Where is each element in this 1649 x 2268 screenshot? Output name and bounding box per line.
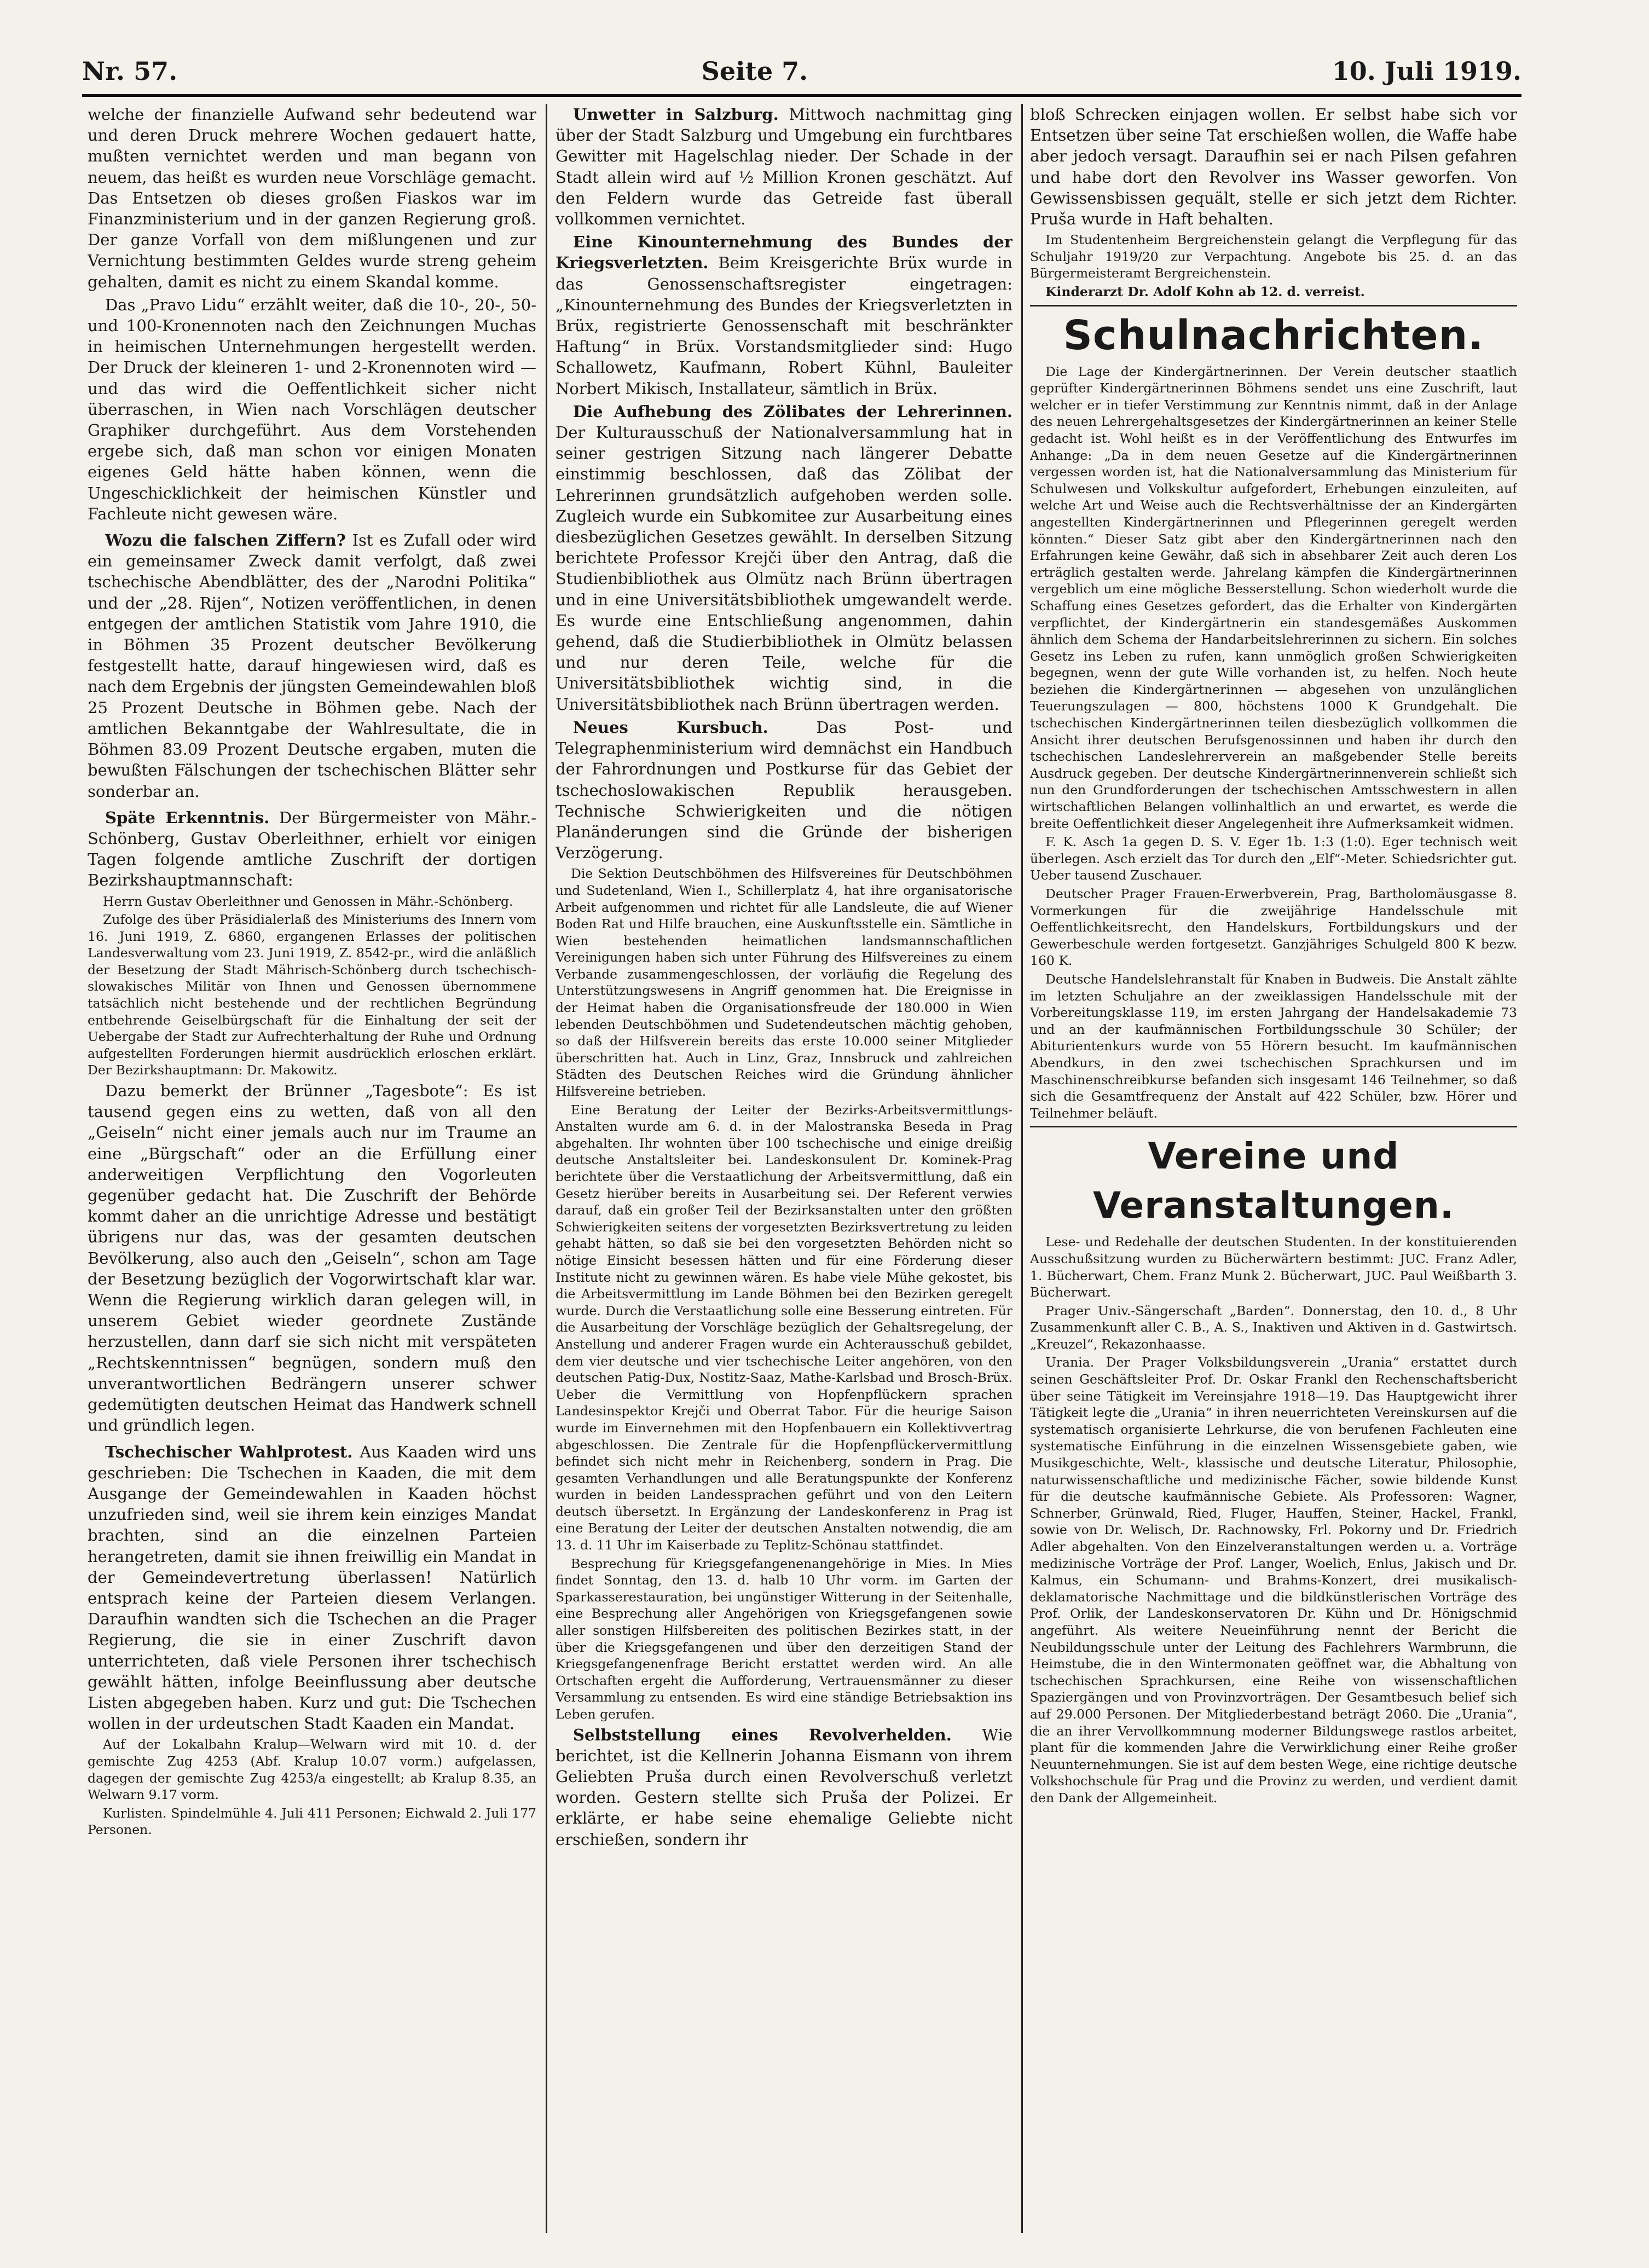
issue-date: 10. Juli 1919. — [1332, 56, 1521, 86]
notice-text: Besprechung für Kriegsgefangenenangehörige in Mies. In Mies findet Sonntag, den 13. d. halb 10 Uhr vorm. im Garten der Sparkasserestauration, bei ungünstiger Witterung in der Seitenhalle, eine Besprechung aller Angehörigen von Kriegsgefangenen sowie aller sonstigen Hilfsbereiten des politischen Bezirkes statt, in der über die Kriegsgefangenen und über den derzeitigen Stand der Kriegsgefangenenfrage Bericht erstattet werden wird. An alle Ortschaften ergeht die Aufforderung, Vertrauensmänner zu dieser Versammlung zu entsenden. Es wird eine ständige Betriebsaktion ins Leben gerufen. — [556, 1555, 1012, 1722]
issue-number: Nr. 57. — [82, 56, 178, 86]
notice-text: Kinderarzt Dr. Adolf Kohn ab 12. d. verreist. — [1045, 284, 1365, 299]
article-text: Mittwoch nachmittag ging über der Stadt Salzburg und Umgebung ein furchtbares Gewitter mit Hagelschlag nieder. Der Schade in der Stadt allein wird auf ½ Million Kronen geschätzt. Auf den Feldern wurde das Getreide fast überall vollkommen vernichtet. — [556, 105, 1012, 229]
article-heading: Die Aufhebung des Zölibates der Lehrerinnen. — [573, 402, 1012, 421]
page-number: Seite 7. — [701, 56, 808, 86]
notice-text: Im Studentenheim Bergreichenstein gelangt die Verpflegung für das Schuljahr 1919/20 zur Verpachtung. Angebote bis 25. d. an das Bürgermeisteramt Bergreichenstein. — [1030, 232, 1517, 281]
article-text: Beim Kreisgerichte Brüx wurde in das Genossenschaftsregister eingetragen: „Kinounternehmung des Bundes der Kriegsverletzten in Brüx, registrierte Genossenschaft mit beschränkter Haftung“ in Brüx. Vorstandsmitglieder sind: Hugo Schallowetz, Kaufmann, Robert Kühnl, Bauleiter Norbert Mikisch, Installateur, sämtlich in Brüx. — [556, 253, 1012, 398]
section-rule — [1030, 305, 1517, 306]
article-text: Der Kulturausschuß der Nationalversammlung hat in seiner gestrigen Sitzung nach längerer Debatte einstimmig beschlossen, daß das Zölibat der Lehrerinnen grundsätzlich aufgehoben werden solle. Zugleich wurde ein Subkomitee zur Ausarbeitung eines diesbezüglichen Gesetzes gewählt. In derselben Sitzung berichtete Professor Krejči über den Antrag, daß die Studienbibliothek aus Olmütz nach Brünn übertragen und in eine Universitätsbibliothek umgewandelt werde. Es wurde eine Entschließung angenommen, dahin gehend, daß die Studierbibliothek in Olmütz belassen und nur deren Teile, welche für die Universitätsbibliothek wichtig sind, in die Universitätsbibliothek nach Brünn übertragen werden. — [556, 423, 1012, 714]
quoted-letter-address: Herrn Gustav Oberleithner und Genossen in Mähr.-Schönberg. — [103, 893, 513, 909]
section-heading-clubs-events: Vereine und Veranstaltungen. — [1093, 1135, 1454, 1227]
column-1 — [88, 104, 536, 2238]
column-divider-2 — [1021, 104, 1023, 2233]
article-text: Das Post- und Telegraphenministerium wird demnächst ein Handbuch der Fahrordnungen und Postkurse für das Gebiet der tschechoslowakischen Republik herausgeben. Technische Schwierigkeiten und die nötigen Planänderungen sind die Gründe der bisherigen Verzögerung. — [556, 718, 1012, 863]
section-rule — [1030, 1126, 1517, 1127]
article-text: Der Bürgermeister von Mähr.-Schönberg, Gustav Oberleithner, erhielt vor einigen Tagen folgende amtliche Zuschrift der dortigen Bezirkshauptmannschaft: — [88, 808, 536, 890]
article-heading: Wozu die falschen Ziffern? — [105, 531, 346, 550]
column-2 — [556, 104, 1012, 2238]
section-heading-school-news: Schulnachrichten. — [1063, 311, 1484, 359]
article-text: Dazu bemerkt der Brünner „Tagesbote“: Es ist tausend gegen eins zu wetten, daß von all den „Geiseln“ nicht einer jemals auch nur im Traume an eine „Bürgschaft“ oder an die Erfüllung einer anderweitigen Verpflichtung den Vogorleuten gegenüber gedacht hat. Die Zuschrift der Behörde kommt daher an die unrichtige Adresse und bestätigt übrigens nur das, was der gesamten deutschen Bevölkerung, also auch den „Geiseln“, schon am Tage der Besetzung bezüglich der Vogorwirtschaft klar war. Wenn die Regierung wirklich daran gelegen will, in unserem Gebiet wieder geordnete Zustände herzustellen, dann darf sie sich nicht mit verspäteten „Rechtskenntnissen“ begnügen, sondern muß den unverantwortlichen Bedrängern unserer schwer gedemütigten deutschen Heimat das Handwerk schnell und gründlich legen. — [88, 1081, 536, 1435]
article-heading: Eine Kinounternehmung des Bundes der Kriegsverletzten. — [556, 233, 1012, 273]
article-text: Wie berichtet, ist die Kellnerin Johanna Eismann von ihrem Geliebten Pruša durch einen Revolverschuß verletzt worden. Gestern stellte sich Pruša der Polizei. Er erklärte, er habe seine ehemalige Geliebte nicht erschießen, sondern ihr — [556, 1725, 1012, 1849]
notice-text: Kurlisten. Spindelmühle 4. Juli 411 Personen; Eichwald 2. Juli 177 Personen. — [88, 1805, 536, 1838]
article-text: bloß Schrecken einjagen wollen. Er selbst habe sich vor Entsetzen über seine Tat erschießen wollen, die Waffe habe aber jedoch versagt. Daraufhin sei er nach Pilsen gefahren und habe dort den Revolver ins Wasser geworfen. Von Gewissensbissen gequält, stelle er sich jetzt dem Richter. Pruša wurde in Haft behalten. — [1030, 105, 1517, 229]
article-text: Das „Pravo Lidu“ erzählt weiter, daß die 10-, 20-, 50- und 100-Kronennoten nach den Zeichnungen Muchas in heimischen Unternehmungen hergestellt werden. Der Druck der kleineren 1- und 2-Kronennoten wird — und das wird die Oeffentlichkeit sicher nicht überraschen, in Wien nach Vorschlägen deutscher Graphiker durchgeführt. Aus dem Vorstehenden ergebe sich, daß man schon vor einigen Monaten eigenes Geld hätte haben können, wenn die Ungeschicklichkeit der heimischen Künstler und Fachleute nicht gewesen wäre. — [88, 295, 536, 523]
article-text: welche der finanzielle Aufwand sehr bedeutend war und deren Druck mehrere Wochen gedauert hatte, mußten vernichtet werden und man begann von neuem, das heißt es wurden neue Vorschläge gemacht. Das Entsetzen ob dieses großen Fiaskos war im Finanzministerium und in der ganzen Regierung groß. Der ganze Vorfall von dem mißlungenen und zur Vernichtung bestimmten Geldes wurde streng geheim gehalten, damit es nicht zu einem Skandal komme. — [88, 105, 536, 291]
header-rule — [82, 94, 1521, 97]
notice-text: Deutscher Prager Frauen-Erwerbverein, Prag, Bartholomäusgasse 8. Vormerkungen für die zweijährige Handelsschule mit Oeffentlichkeitsrecht, den Handelskurs, Fortbildungskurs und der Gewerbeschule werden fortgesetzt. Ganzjähriges Schulgeld 800 K bezw. 160 K. — [1030, 886, 1517, 969]
article-heading: Unwetter in Salzburg. — [573, 105, 779, 124]
notice-text: Lese- und Redehalle der deutschen Studenten. In der konstituierenden Ausschußsitzung wurden zu Bücherwärtern bestimmt: JUC. Franz Adler, 1. Bücherwart, Chem. Franz Munk 2. Bücherwart, JUC. Paul Weißbarth 3. Bücherwart. — [1030, 1234, 1517, 1300]
page-header — [82, 49, 1521, 93]
notice-text: F. K. Asch 1a gegen D. S. V. Eger 1b. 1:3 (1:0). Eger technisch weit überlegen. Asch erzielt das Tor durch den „Elf“-Meter. Schiedsrichter gut. Ueber tausend Zuschauer. — [1030, 834, 1517, 883]
column-divider-1 — [546, 104, 547, 2233]
notice-text: Die Lage der Kindergärtnerinnen. Der Verein deutscher staatlich geprüfter Kindergärtnerinnen Böhmens sendet uns eine Zuschrift, laut welcher er in tiefer Verstimmung zur Kenntnis nimmt, daß in der Anlage des neuen Lehrergehaltsgesetzes der Kindergärtnerinnen an keiner Stelle gedacht ist. Wohl heißt es in der Veröffentlichung des Entwurfes im Anhange: „Da in dem neuen Gesetze auf die Kindergärtnerinnen vergessen worden ist, hat die Nationalversammlung das Ministerium für Schulwesen und Volkskultur aufgefordert, Erhebungen einzuleiten, auf welche Art und Weise auch die Rechtsverhältnisse der an Kindergärten angestellten Kindergärtnerinnen und Pflegerinnen geregelt werden könnten.“ Dieser Satz gibt aber den Kindergärtnerinnen nach den Erfahrungen keine Gewähr, daß sich in absehbarer Zeit auch deren Los erträglich gestalten werde. Jahrelang kämpfen die Kindergärtnerinnen vergeblich um eine mögliche Besserstellung. Schon wiederholt wurde die Schaffung eines Gesetzes gefordert, das die Erhalter von Kindergärten verpflichtet, der Kindergärtnerin ein standesgemäßes Auskommen ähnlich dem Schema der Handarbeitslehrerinnen zu sichern. Ein solches Gesetz ins Leben zu rufen, kann unmöglich großen Schwierigkeiten begegnen, wenn der gute Wille vorhanden ist, zu helfen. Noch heute beziehen die Kindergärtnerinnen — abgesehen von unzulänglichen Teuerungszulagen — 800, höchstens 1000 K Grundgehalt. Die tschechischen Kindergärtnerinnen teilen diesbezüglich vollkommen die Ansicht ihrer deutschen Berufsgenossinnen und haben ihr durch den tschechischen Landeslehrerverein an maßgebender Stelle bereits Ausdruck gegeben. Der deutsche Kindergärtnerinnenverein schließt sich nun den Grundforderungen der tschechischen Amtsschwestern in allen wirtschaftlichen Belangen vollinhaltlich an und erwartet, es werde die breite Oeffentlichkeit dieser Angelegenheit ihre Aufmerksamkeit widmen. — [1030, 363, 1517, 831]
notice-text: Deutsche Handelslehranstalt für Knaben in Budweis. Die Anstalt zählte im letzten Schuljahre an der zweiklassigen Handelsschule mit der Vorbereitungsklasse 119, im ersten Jahrgang der Handelsakademie 73 und an der kaufmännischen Fortbildungsschule 30 Schüler; der Abiturientenkurs wurde von 55 Hörern besucht. Im kaufmännischen Abendkurs, in den zwei tschechischen Sprachkursen und im Maschinenschreibkurse befanden sich insgesamt 146 Teilnehmer, so daß sich die Gesamtfrequenz der Anstalt auf 422 Schüler, bzw. Hörer und Teilnehmer beläuft. — [1030, 971, 1517, 1121]
notice-text: Auf der Lokalbahn Kralup—Welwarn wird mit 10. d. der gemischte Zug 4253 (Abf. Kralup 10.07 vorm.) aufgelassen, dagegen der gemischte Zug 4253/a eingestellt; ab Kralup 8.35, an Welwarn 9.17 vorm. — [88, 1737, 536, 1803]
quoted-letter-body: Zufolge des über Präsidialerlaß des Ministeriums des Innern vom 16. Juni 1919, Z. 6860, ergangenen Erlasses der politischen Landesverwaltung vom 23. Juni 1919, Z. 8542-pr., wird die anläßlich der Besetzung der Stadt Mährisch-Schönberg durch tschechisch-slowakisches Militär von Ihnen und Genossen übernommene tatsächlich nicht bestehende und der rechtlichen Begründung entbehrende Geiselbürgschaft für die Einhaltung der seit der Uebergabe der Stadt zur Aufrechterhaltung der Ruhe und Ordnung aufgestellten Forderungen hiermit ausdrücklich erloschen erklärt. Der Bezirkshauptmann: Dr. Makowitz. — [88, 912, 536, 1078]
article-heading: Selbststellung eines Revolverhelden. — [573, 1725, 952, 1744]
article-text: Ist es Zufall oder wird ein gemeinsamer Zweck damit verfolgt, daß zwei tschechische Abendblätter, des der „Narodni Politika“ und der „28. Rijen“, Notizen veröffentlichen, in denen entgegen der amtlichen Statistik vom Jahre 1910, die in Böhmen 35 Prozent deutscher Bevölkerung festgestellt hatte, darauf hingewiesen wird, daß es nach dem Ergebnis der jüngsten Gemeindewahlen bloß 25 Prozent Deutsche in Böhmen gebe. Nach der amtlichen Bekanntgabe der Wahlresultate, die in Böhmen 83.09 Prozent Deutsche ergaben, muten die bewußten Fälschungen der tschechischen Blätter sehr sonderbar an. — [88, 531, 536, 801]
column-3 — [1030, 104, 1517, 2238]
article-heading: Späte Erkenntnis. — [105, 808, 270, 827]
article-text: Aus Kaaden wird uns geschrieben: Die Tschechen in Kaaden, die mit dem Ausgange der Gemeindewahlen in Kaaden höchst unzufrieden sind, weil sie ihrem kein einziges Mandat brachten, sind an die einzelnen Parteien herangetreten, damit sie ihnen freiwillig ein Mandat in der Gemeindevertretung überlassen! Natürlich entsprach keine der Parteien diesem Verlangen. Daraufhin wandten sich die Tschechen an die Prager Regierung, die sie in einer Zuschrift davon unterrichteten, daß viele Personen ihrer tschechisch gewählt hätten, infolge Beeinflussung aber deutsche Listen abgegeben haben. Kurz und gut: Die Tschechen wollen in der urdeutschen Stadt Kaaden ein Mandat. — [88, 1442, 536, 1733]
notice-text: Prager Univ.-Sängerschaft „Barden“. Donnerstag, den 10. d., 8 Uhr Zusammenkunft aller C. B., A. S., Inaktiven und Aktiven in d. Gastwirtsch. „Kreuzel“, Rekazonhaasse. — [1030, 1303, 1517, 1352]
notice-text: Urania. Der Prager Volksbildungsverein „Urania“ erstattet durch seinen Geschäftsleiter Prof. Dr. Oskar Frankl den Rechenschaftsbericht über seine Tätigkeit im Vereinsjahre 1918—19. Das Hauptgewicht ihrer Tätigkeit legte die „Urania“ in ihren neuerrichteten Vereinskursen auf die systematisch organisierte Lehrkurse, die von berufenen Fachleuten eine systematische Einführung in die einzelnen Wissensgebiete gaben, wie Musikgeschichte, Welt-, klassische und deutsche Literatur, Philosophie, naturwissenschaftliche und medizinische Fächer, sowie bildende Kunst für die deutsche kaufmännische Gebiete. Als Professoren: Wagner, Schnerber, Grünwald, Ried, Fluger, Hauffen, Steiner, Hackel, Frankl, sowie von Dr. Welisch, Dr. Rachnowsky, Frl. Pokorny und Dr. Friedrich Adler abgehalten. Von den Einzelveranstaltungen werden u. a. Vorträge medizinische Vorträge der Prof. Langer, Woelich, Enlus, Jakisch und Dr. Kalmus, ein Schumann- und Brahms-Konzert, drei musikalisch-deklamatorische Nachmittage und die bildkünstlerischen Vorträge des Prof. Orlik, der Landeskonservatoren Dr. Kühn und Dr. Hönigschmid angeführt. Als weitere Neueinführung nennt der Bericht die Neubildungsschule unter der Leitung des Fachlehrers Warmbrunn, die Heimstube, die in den Wintermonaten geöffnet war, die Abhaltung von tschechischen Sprachkursen, eine Reihe von wissenschaftlichen Spaziergängen und von Provinzvorträgen. Der Gesamtbesuch belief sich auf 29.000 Personen. Der Mitgliederbestand beträgt 2060. Die „Urania“, die an ihrer Vervollkommnung moderner Bildungswege rastlos arbeitet, plant für die kommenden Jahre die Verwirklichung einer Reihe großer Neuunternehmungen. Sie ist auf dem besten Wege, eine richtige deutsche Volkshochschule für Prag und die Provinz zu werden, und verdient damit den Dank der Allgemeinheit. — [1030, 1355, 1517, 1806]
notice-text: Die Sektion Deutschböhmen des Hilfsvereines für Deutschböhmen und Sudetenland, Wien I., Schillerplatz 4, hat ihre organisatorische Arbeit aufgenommen und richtet für alle Landsleute, die auf Wiener Boden Rat und Hilfe brauchen, eine Auskunftsstelle ein. Sämtliche in Wien bestehenden heimatlichen landsmannschaftlichen Vereinigungen haben sich unter Führung des Hilfsvereines zu einem Verbande zusammengeschlossen, der vorläufig die Regelung des Unterstützungswesens in Angriff genommen hat. Die Ereignisse in der Heimat haben die Organisationsfreude der 180.000 in Wien lebenden Deutschböhmen und Sudetendeutschen mächtig gehoben, so daß der Hilfsverein bereits das erste 10.000 seiner Mitglieder überschritten hat. Auch in Linz, Graz, Innsbruck und zahlreichen Städten des Deutschen Reiches wird die Gründung ähnlicher Hilfsvereine betrieben. — [556, 866, 1012, 1100]
article-heading: Tschechischer Wahlprotest. — [105, 1442, 353, 1461]
notice-text: Eine Beratung der Leiter der Bezirks-Arbeitsvermittlungs-Anstalten wurde am 6. d. in der Malostranska Beseda in Prag abgehalten. Ihr wohnten über 100 tschechische und einige dreißig deutsche Anstaltsleiter bei. Landeskonsulent Dr. Kominek-Prag berichtete über die Verstaatlichung der Arbeitsvermittlung, daß ein Gesetz hierüber bereits in Ausarbeitung sei. Der Referent verwies darauf, daß ein großer Teil der Bezirksanstalten unter den größten Schwierigkeiten seitens der vorgesetzten Bezirksvertretung zu leiden gehabt hätten, so daß sie bei den vorgesetzten Behörden nicht so nötige Einsicht besessen hätten und für eine Förderung dieser Institute nicht zu gewinnen wären. Es habe viele Mühe gekostet, bis die Arbeitsvermittlung im Lande Böhmen bei den Bezirken geregelt wurde. Durch die Verstaatlichung solle eine Besserung eintreten. Für die Ausarbeitung der Vorschläge bezüglich der Gehaltsregelung, der Anstellung und anderer Fragen wurde ein Achterausschuß gebildet, dem vier deutsche und vier tschechische Leiter angehören, von den deutschen Patig-Dux, Nostitz-Saaz, Mathe-Karlsbad und Brosch-Brüx. Ueber die Vermittlung von Hopfenpflückern sprachen Landesinspektor Krejči und Oberrat Tabor. Für die heurige Saison wurde im Einvernehmen mit den Hopfenbauern ein Kollektivvertrag abgeschlossen. Die Zentrale für die Hopfenpflückervermittlung befindet sich nicht mehr in Reichenberg, sondern in Prag. Die gesamten Verhandlungen und alle Beratungspunkte der Konferenz wurden in beiden Landessprachen geführt und von den Leitern deutsch übersetzt. In Ergänzung der Landeskonferenz in Prag ist eine Beratung der Leiter der deutschen Anstalten notwendig, die am 13. d. 11 Uhr im Kaiserbade zu Teplitz-Schönau stattfindet. — [556, 1102, 1012, 1553]
article-heading: Neues Kursbuch. — [573, 718, 768, 737]
